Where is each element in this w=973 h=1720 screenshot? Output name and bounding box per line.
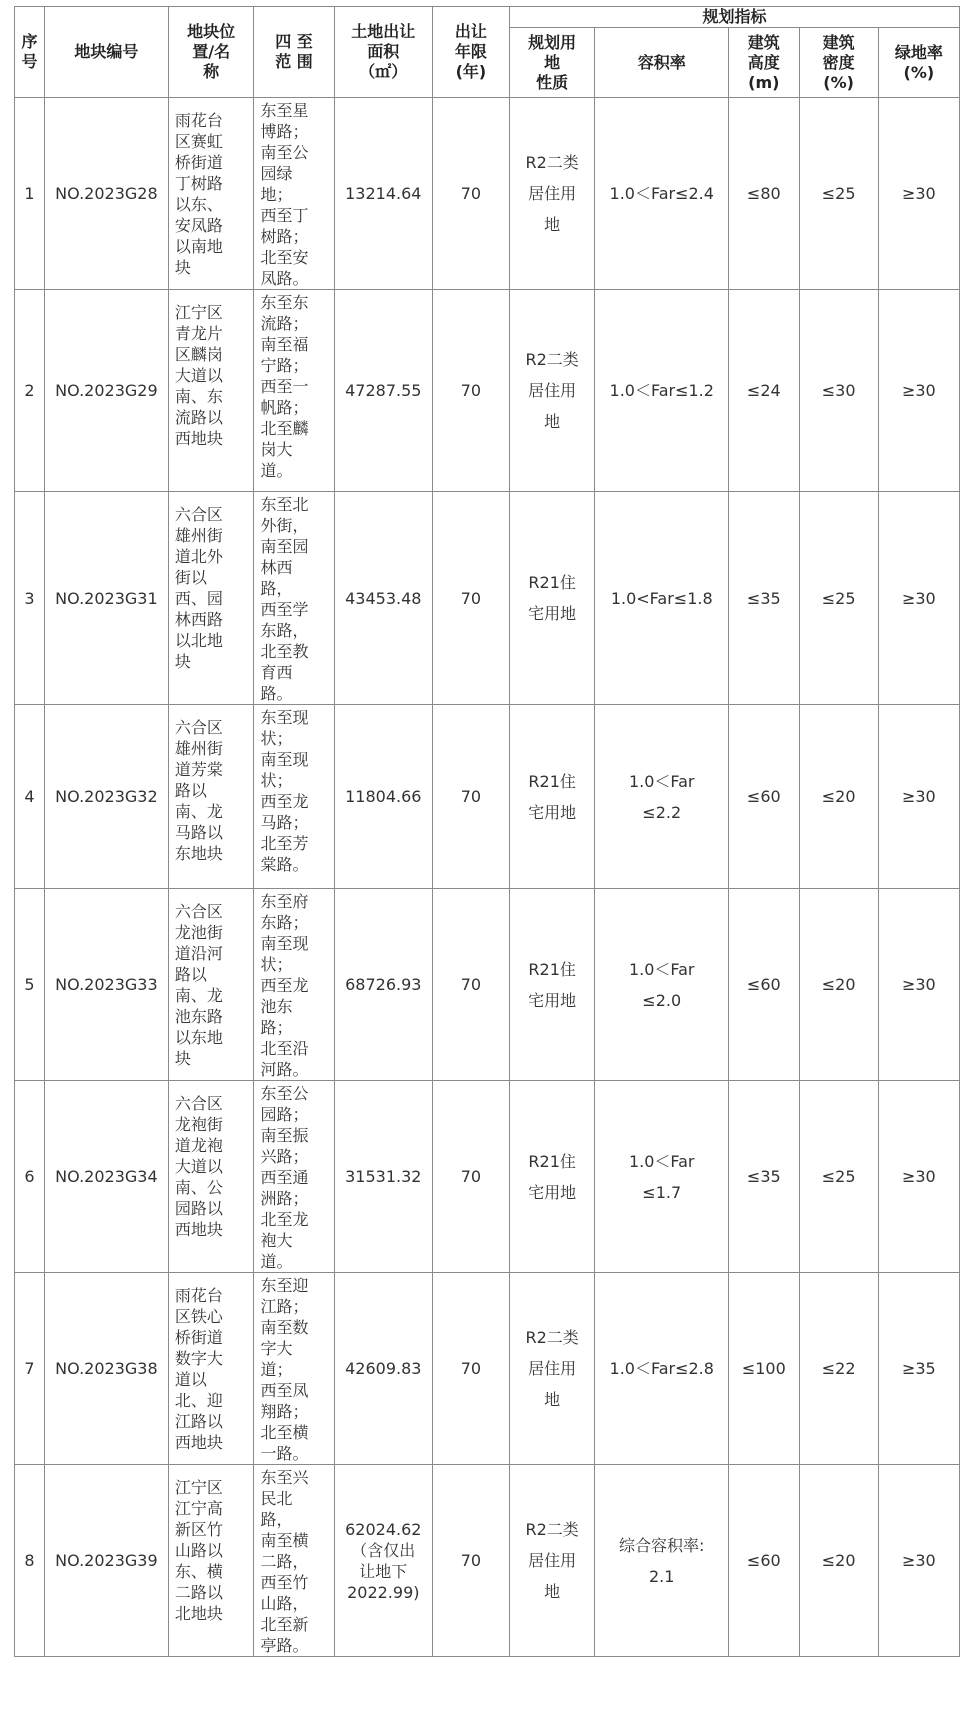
header-bounds: 四 至 范 围	[254, 7, 334, 98]
cell-height: ≤60	[729, 889, 800, 1081]
cell-green: ≥30	[878, 290, 959, 492]
cell-use: R21住 宅用地	[509, 889, 595, 1081]
cell-code: NO.2023G33	[44, 889, 168, 1081]
cell-density: ≤25	[799, 1081, 878, 1273]
cell-use: R21住 宅用地	[509, 1081, 595, 1273]
table-row	[15, 98, 960, 290]
cell-height: ≤35	[729, 492, 800, 705]
cell-green: ≥35	[878, 1273, 959, 1465]
cell-seq: 8	[15, 1465, 45, 1657]
cell-far: 1.0＜Far≤2.4	[595, 98, 729, 290]
cell-bounds: 东至现 状； 南至现 状； 西至龙 马路； 北至芳 棠路。	[254, 705, 334, 889]
cell-density: ≤22	[799, 1273, 878, 1465]
cell-area: 43453.48	[334, 492, 432, 705]
cell-location: 六合区 龙袍街 道龙袍 大道以 南、公 园路以 西地块	[168, 1081, 254, 1273]
cell-far: 1.0＜Far≤2.8	[595, 1273, 729, 1465]
table-row	[15, 1273, 960, 1465]
cell-height: ≤80	[729, 98, 800, 290]
cell-density: ≤20	[799, 1465, 878, 1657]
cell-location: 江宁区 江宁高 新区竹 山路以 东、横 二路以 北地块	[168, 1465, 254, 1657]
cell-use: R2二类 居住用 地	[509, 1465, 595, 1657]
cell-density: ≤25	[799, 98, 878, 290]
cell-code: NO.2023G39	[44, 1465, 168, 1657]
cell-density: ≤20	[799, 705, 878, 889]
header-planning-group: 规划指标	[509, 7, 959, 28]
cell-term: 70	[432, 290, 509, 492]
cell-density: ≤20	[799, 889, 878, 1081]
cell-area: 47287.55	[334, 290, 432, 492]
header-seq: 序 号	[15, 7, 45, 98]
cell-green: ≥30	[878, 1081, 959, 1273]
cell-far: 1.0＜Far≤1.2	[595, 290, 729, 492]
cell-area: 11804.66	[334, 705, 432, 889]
cell-seq: 3	[15, 492, 45, 705]
table-row	[15, 889, 960, 1081]
land-parcel-table	[14, 6, 960, 1657]
cell-term: 70	[432, 705, 509, 889]
table-row	[15, 1081, 960, 1273]
cell-use: R21住 宅用地	[509, 705, 595, 889]
cell-green: ≥30	[878, 705, 959, 889]
table-row	[15, 705, 960, 889]
table-body	[15, 98, 960, 1657]
cell-seq: 4	[15, 705, 45, 889]
cell-code: NO.2023G38	[44, 1273, 168, 1465]
cell-code: NO.2023G29	[44, 290, 168, 492]
header-use: 规划用 地 性质	[509, 28, 595, 98]
cell-height: ≤60	[729, 705, 800, 889]
cell-bounds: 东至东 流路； 南至福 宁路； 西至一 帆路； 北至麟 岗大 道。	[254, 290, 334, 492]
cell-term: 70	[432, 889, 509, 1081]
cell-green: ≥30	[878, 98, 959, 290]
cell-height: ≤60	[729, 1465, 800, 1657]
cell-green: ≥30	[878, 492, 959, 705]
cell-term: 70	[432, 1081, 509, 1273]
cell-area: 68726.93	[334, 889, 432, 1081]
table-row	[15, 290, 960, 492]
cell-term: 70	[432, 1465, 509, 1657]
cell-seq: 7	[15, 1273, 45, 1465]
cell-density: ≤30	[799, 290, 878, 492]
table-row	[15, 492, 960, 705]
table-row	[15, 1465, 960, 1657]
cell-bounds: 东至府 东路； 南至现 状； 西至龙 池东 路； 北至沿 河路。	[254, 889, 334, 1081]
header-code: 地块编号	[44, 7, 168, 98]
land-parcel-table-container	[14, 6, 960, 1657]
cell-location: 雨花台 区赛虹 桥街道 丁树路 以东、 安凤路 以南地 块	[168, 98, 254, 290]
cell-bounds: 东至兴 民北 路， 南至横 二路， 西至竹 山路， 北至新 亭路。	[254, 1465, 334, 1657]
cell-location: 六合区 龙池街 道沿河 路以 南、龙 池东路 以东地 块	[168, 889, 254, 1081]
cell-seq: 1	[15, 98, 45, 290]
cell-code: NO.2023G31	[44, 492, 168, 705]
cell-far: 综合容积率: 2.1	[595, 1465, 729, 1657]
cell-term: 70	[432, 98, 509, 290]
cell-height: ≤24	[729, 290, 800, 492]
cell-bounds: 东至星 博路； 南至公 园绿 地； 西至丁 树路； 北至安 凤路。	[254, 98, 334, 290]
cell-term: 70	[432, 492, 509, 705]
header-far: 容积率	[595, 28, 729, 98]
cell-far: 1.0＜Far ≤2.2	[595, 705, 729, 889]
cell-area: 42609.83	[334, 1273, 432, 1465]
cell-location: 六合区 雄州街 道北外 街以 西、园 林西路 以北地 块	[168, 492, 254, 705]
cell-location: 六合区 雄州街 道芳棠 路以 南、龙 马路以 东地块	[168, 705, 254, 889]
cell-use: R2二类 居住用 地	[509, 290, 595, 492]
header-location: 地块位 置/名 称	[168, 7, 254, 98]
cell-term: 70	[432, 1273, 509, 1465]
header-density: 建筑 密度 (%)	[799, 28, 878, 98]
cell-code: NO.2023G32	[44, 705, 168, 889]
cell-green: ≥30	[878, 889, 959, 1081]
cell-area: 31531.32	[334, 1081, 432, 1273]
cell-seq: 6	[15, 1081, 45, 1273]
header-area: 土地出让 面积 （㎡）	[334, 7, 432, 98]
header-height: 建筑 高度 (m)	[729, 28, 800, 98]
cell-location: 江宁区 青龙片 区麟岗 大道以 南、东 流路以 西地块	[168, 290, 254, 492]
cell-area: 62024.62 （含仅出 让地下 2022.99)	[334, 1465, 432, 1657]
cell-bounds: 东至公 园路； 南至振 兴路； 西至通 洲路； 北至龙 袍大 道。	[254, 1081, 334, 1273]
cell-seq: 2	[15, 290, 45, 492]
cell-far: 1.0＜Far ≤2.0	[595, 889, 729, 1081]
cell-seq: 5	[15, 889, 45, 1081]
cell-area: 13214.64	[334, 98, 432, 290]
cell-use: R2二类 居住用 地	[509, 98, 595, 290]
cell-far: 1.0<Far≤1.8	[595, 492, 729, 705]
cell-height: ≤35	[729, 1081, 800, 1273]
cell-density: ≤25	[799, 492, 878, 705]
header-green: 绿地率 (%)	[878, 28, 959, 98]
cell-height: ≤100	[729, 1273, 800, 1465]
cell-bounds: 东至北 外街， 南至园 林西 路， 西至学 东路， 北至教 育西 路。	[254, 492, 334, 705]
cell-use: R2二类 居住用 地	[509, 1273, 595, 1465]
cell-green: ≥30	[878, 1465, 959, 1657]
cell-location: 雨花台 区铁心 桥街道 数字大 道以 北、迎 江路以 西地块	[168, 1273, 254, 1465]
cell-code: NO.2023G28	[44, 98, 168, 290]
cell-code: NO.2023G34	[44, 1081, 168, 1273]
cell-bounds: 东至迎 江路； 南至数 字大 道； 西至凤 翔路； 北至横 一路。	[254, 1273, 334, 1465]
cell-use: R21住 宅用地	[509, 492, 595, 705]
cell-far: 1.0＜Far ≤1.7	[595, 1081, 729, 1273]
header-term: 出让 年限 (年)	[432, 7, 509, 98]
